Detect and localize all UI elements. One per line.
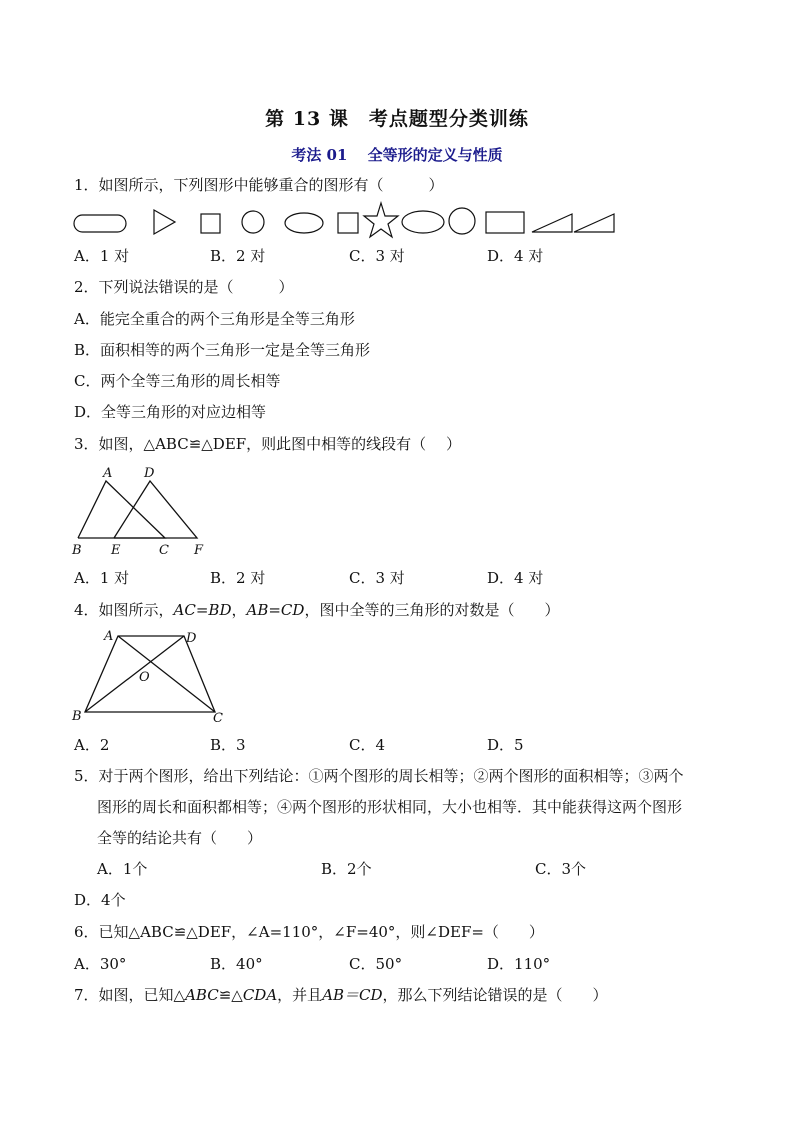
- point-label-b: B: [72, 709, 82, 724]
- ellipse-shape: [285, 213, 323, 233]
- q4-option-c: C．4: [349, 736, 386, 754]
- q4-stem-prefix: 4．如图所示，: [74, 601, 174, 619]
- q6-option-c: C．50°: [349, 955, 403, 973]
- q5-option-d: D．4个: [74, 891, 126, 909]
- q3-option-b: B．2 对: [210, 569, 266, 587]
- q4-option-d: D．5: [487, 736, 524, 754]
- q4-stem-math-2: AB=CD: [246, 601, 305, 619]
- point-label-d: D: [186, 631, 197, 646]
- right-triangle-shape-2: [574, 214, 614, 232]
- q1-option-c: C．3 对: [349, 247, 405, 265]
- rectangle-shape: [486, 212, 524, 233]
- star-shape: [364, 203, 398, 237]
- triangle-abc: [78, 481, 165, 538]
- q1-option-b: B．2 对: [210, 247, 266, 265]
- q4-trapezoid-figure: [66, 626, 236, 726]
- point-label-c: C: [213, 711, 223, 726]
- question-6-stem: 6．已知△ABC≌△DEF，∠A=110°，∠F=40°，则∠DEF=（ ）: [74, 923, 544, 941]
- circle-shape: [242, 211, 264, 233]
- triangle-shape: [154, 210, 175, 234]
- point-label-f: F: [194, 543, 204, 558]
- q2-option-b: B．面积相等的两个三角形一定是全等三角形: [74, 341, 371, 359]
- question-5-line-1: 5．对于两个图形，给出下列结论：①两个图形的周长相等；②两个图形的面积相等；③两个: [74, 767, 684, 785]
- q6-option-b: B．40°: [210, 955, 263, 973]
- q3-triangles-figure: [66, 462, 216, 558]
- right-triangle-shape-1: [532, 214, 572, 232]
- q7-stem-suffix: ，那么下列结论错误的是（ ）: [382, 986, 608, 1004]
- page-title: 第 13 课 考点题型分类训练: [265, 108, 529, 130]
- q1-option-d: D．4 对: [487, 247, 544, 265]
- q4-option-b: B．3: [210, 736, 246, 754]
- q7-stem-mid: ，并且: [277, 986, 323, 1004]
- q6-option-d: D．110°: [487, 955, 551, 973]
- diagonal-ac: [118, 636, 215, 712]
- q2-option-c: C．两个全等三角形的周长相等: [74, 372, 281, 390]
- circle-shape-2: [449, 208, 475, 234]
- point-label-a: A: [103, 466, 113, 481]
- question-7-stem: [74, 985, 608, 1005]
- q4-stem-math-1: AC=BD: [173, 601, 232, 619]
- q7-triangle-2: CDA: [242, 986, 278, 1004]
- point-label-o: O: [139, 670, 150, 685]
- q5-option-c: C．3个: [535, 860, 587, 878]
- q3-option-c: C．3 对: [349, 569, 405, 587]
- diagonal-bd: [85, 636, 184, 712]
- question-5-line-3: 全等的结论共有（ ）: [97, 829, 263, 847]
- q7-congruent-sign: ≌△: [218, 986, 243, 1004]
- square-shape: [338, 213, 358, 233]
- question-1-stem: 1．如图所示，下列图形中能够重合的图形有（ ）: [74, 176, 444, 194]
- ellipse-shape-2: [402, 211, 444, 233]
- q5-option-a: A．1个: [97, 860, 148, 878]
- question-4-stem: [74, 600, 559, 620]
- point-label-e: E: [111, 543, 121, 558]
- q7-equation: AB＝CD: [322, 986, 383, 1004]
- q4-stem-suffix: ，图中全等的三角形的对数是（ ）: [304, 601, 560, 619]
- small-square-shape: [201, 214, 220, 233]
- q3-option-d: D．4 对: [487, 569, 544, 587]
- q1-option-a: A．1 对: [74, 247, 130, 265]
- point-label-c: C: [159, 543, 169, 558]
- question-2-stem: 2．下列说法错误的是（ ）: [74, 278, 294, 296]
- q2-option-a: A．能完全重合的两个三角形是全等三角形: [74, 310, 355, 328]
- section-subtitle: 考法 01 全等形的定义与性质: [291, 146, 503, 164]
- question-3-stem: 3．如图，△ABC≌△DEF，则此图中相等的线段有（ ）: [74, 435, 461, 453]
- q1-shapes-figure: [70, 201, 630, 239]
- rounded-rect-shape: [74, 215, 126, 232]
- q7-stem-prefix: 7．如图，已知△: [74, 986, 186, 1004]
- q4-option-a: A．2: [74, 736, 110, 754]
- q7-triangle-1: ABC: [185, 986, 219, 1004]
- q3-option-a: A．1 对: [74, 569, 130, 587]
- q4-stem-sep: ，: [231, 601, 247, 619]
- point-label-b: B: [72, 543, 82, 558]
- question-5-line-2: 图形的周长和面积都相等；④两个图形的形状相同，大小也相等．其中能获得这两个图形: [97, 798, 683, 816]
- q2-option-d: D．全等三角形的对应边相等: [74, 403, 267, 421]
- q5-option-b: B．2个: [321, 860, 372, 878]
- point-label-d: D: [144, 466, 155, 481]
- q6-option-a: A．30°: [74, 955, 127, 973]
- trapezoid-abcd: [85, 636, 215, 712]
- point-label-a: A: [104, 629, 114, 644]
